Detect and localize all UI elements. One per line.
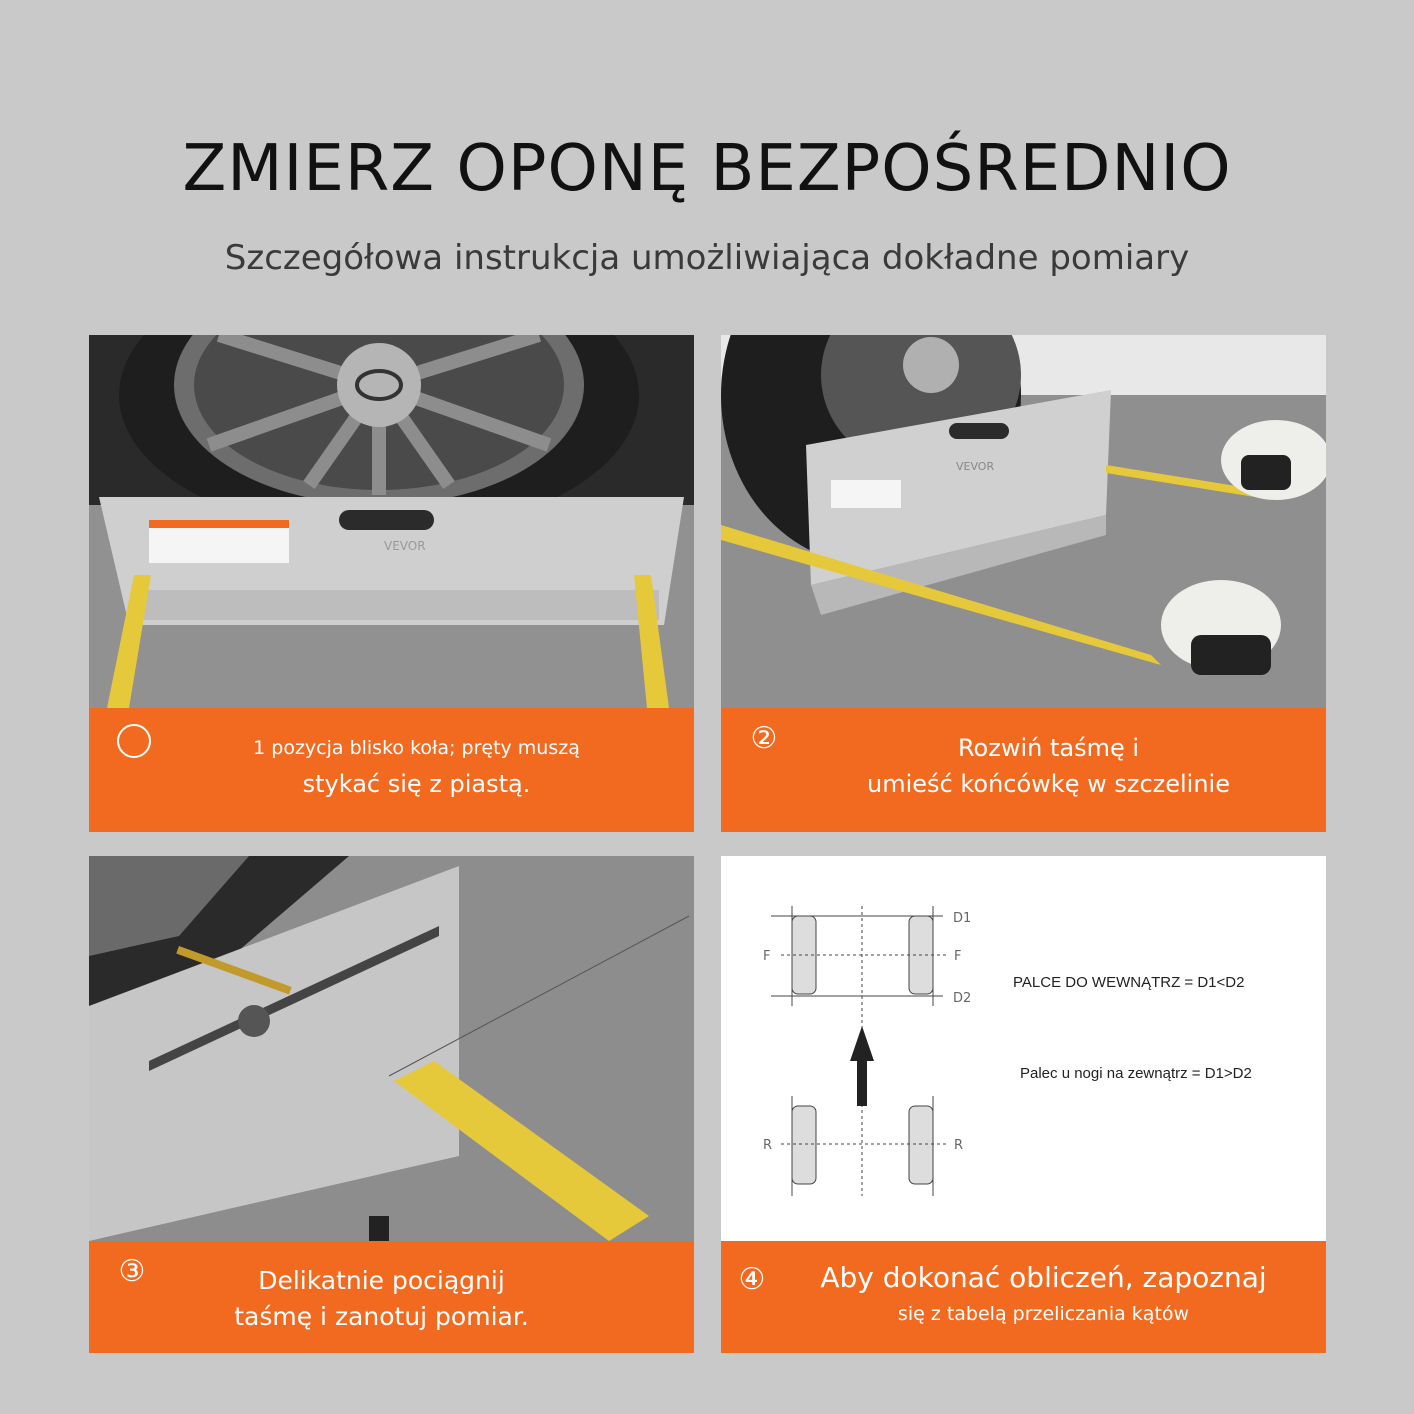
- page-title: ZMIERZ OPONĘ BEZPOŚREDNIO: [182, 132, 1232, 206]
- step-3-text: [179, 1263, 584, 1335]
- brand-text-1: VEVOR: [384, 539, 426, 553]
- toe-in-text: PALCE DO WEWNĄTRZ = D1<D2: [1013, 974, 1245, 991]
- alignment-diagram: [721, 856, 1326, 1241]
- step-1-photo: [89, 335, 694, 708]
- step-2-number: ②: [750, 721, 778, 756]
- step-4-line2: się z tabelą przeliczania kątów: [897, 1303, 1190, 1325]
- step-3-photo: [89, 856, 694, 1241]
- step-3-panel: [89, 856, 694, 1353]
- step-2-panel: [721, 335, 1326, 832]
- toe-out-text: Palec u nogi na zewnątrz = D1>D2: [1020, 1065, 1252, 1082]
- step-2-line1: Rozwiń taśmę i: [957, 734, 1140, 762]
- step-4-panel: [721, 856, 1326, 1353]
- brand-text-2: VEVOR: [956, 460, 995, 473]
- step-3-caption: [89, 1241, 694, 1353]
- step-3-line2: taśmę i zanotuj pomiar.: [234, 1302, 529, 1331]
- step-1-text: [159, 730, 674, 802]
- step-2-line2: umieść końcówkę w szczelinie: [867, 770, 1230, 798]
- step-1-line1: 1 pozycja blisko koła; pręty muszą: [253, 737, 580, 759]
- step-1-caption: [89, 708, 694, 832]
- label-d2: D2: [953, 991, 972, 1006]
- step-1-panel: [89, 335, 694, 832]
- step-2-caption: [721, 708, 1326, 832]
- label-f-right: F: [954, 949, 962, 964]
- step-1-number: [117, 724, 151, 758]
- step-3-line1: Delikatnie pociągnij: [258, 1266, 505, 1295]
- step-1-line2: stykać się z piastą.: [302, 770, 531, 798]
- step-4-number: ④: [738, 1262, 766, 1297]
- step-3-number: ③: [118, 1254, 146, 1289]
- label-f-left: F: [763, 949, 771, 964]
- label-d1: D1: [953, 911, 972, 926]
- label-r-right: R: [954, 1138, 964, 1153]
- step-4-text: [771, 1259, 1316, 1331]
- step-4-caption: [721, 1241, 1326, 1353]
- step-2-photo: [721, 335, 1326, 708]
- step-2-text: [791, 730, 1306, 802]
- step-4-line1: Aby dokonać obliczeń, zapoznaj: [820, 1261, 1267, 1294]
- label-r-left: R: [763, 1138, 773, 1153]
- page-subtitle: Szczegółowa instrukcja umożliwiająca dokładne pomiary: [224, 238, 1190, 278]
